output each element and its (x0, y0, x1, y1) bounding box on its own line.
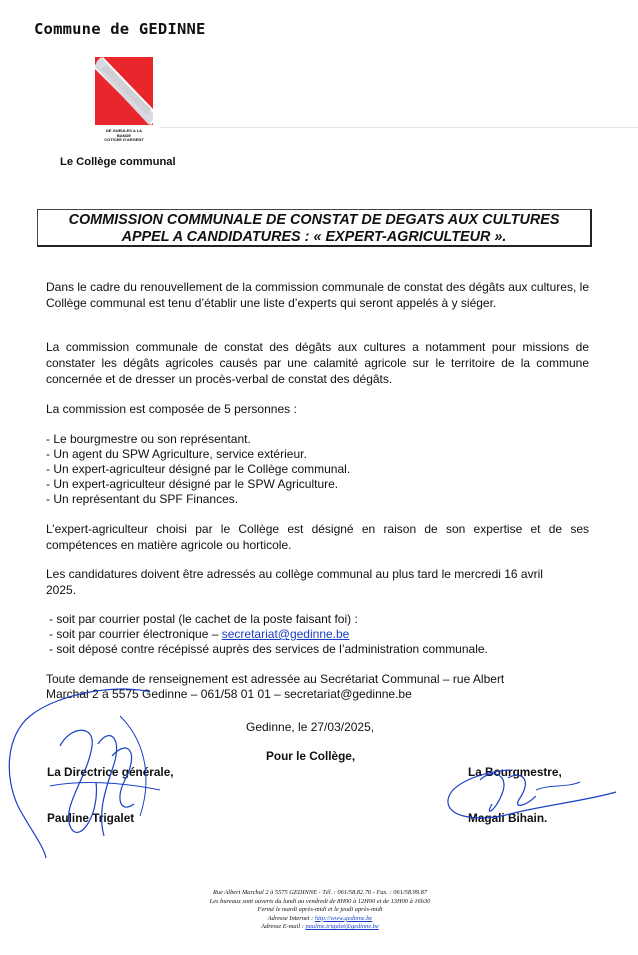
website-link[interactable]: http://www.gedinne.be (314, 914, 373, 922)
expertise-paragraph: L’expert-agriculteur choisi par le Collège est désigné en raison de son expertise et de ses compétences en matière agricole ou horticole. (46, 522, 589, 552)
method-email (49, 626, 349, 642)
header-divider (160, 127, 638, 128)
secretariat-email-link[interactable]: secretariat@gedinne.be (221, 627, 350, 641)
commune-name: Commune de GEDINNE (34, 20, 206, 38)
for-college-label: Pour le Collège, (266, 749, 356, 763)
info-line-1: Toute demande de renseignement est adressée au Secrétariat Communal – rue Albert (46, 672, 505, 686)
member-item: - Un expert-agriculteur désigné par le SPW Agriculture. (46, 477, 339, 491)
footer-email: Adresse E-mail : pauline.trigalet@gedinne.be (261, 923, 379, 931)
member-item: - Le bourgmestre ou son représentant. (46, 432, 251, 446)
mayor-name: Magali Bihain. (468, 811, 548, 825)
method-email-prefix: - soit par courrier électronique – (49, 627, 222, 641)
footer-web: Adresse Internet : http://www.gedinne.be (267, 914, 373, 922)
footer-address: Rue Albert Marchal 2 à 5575 GEDINNE - Tél. : 061/58.82.76 - Fax. : 061/58.99.87 (212, 889, 428, 896)
member-item: - Un agent du SPW Agriculture, service extérieur. (46, 447, 307, 461)
method-postal: - soit par courrier postal (le cachet de la poste faisant foi) : (49, 612, 358, 626)
footer-hours: Les bureaux sont ouverts du lundi au vendredi de 8H00 à 12H00 et de 13H00 à 16h30 (209, 897, 431, 905)
member-item: - Un représentant du SPF Finances. (46, 492, 239, 506)
mission-paragraph: La commission communale de constat des dégâts aux cultures a notamment pour missions de constater les dégâts agricoles causés par une calamité agricole sur le territoire de la commune concernée et de dresser un procès-verbal de constat des dégâts. (46, 340, 589, 386)
intro-paragraph: Dans le cadre du renouvellement de la commission communale de constat des dégâts aux cultures, le Collège communal est tenu d’établir une liste d’experts qui seront appelés à y siéger. (46, 280, 589, 310)
footer-closed: Fermé le mardi après-midi et le jeudi après-midi (257, 906, 383, 914)
title-line-2: APPEL A CANDIDATURES : « EXPERT-AGRICULTEUR ». (121, 229, 507, 245)
mayor-title: La Bourgmestre, (468, 765, 562, 779)
title-line-1: COMMISSION COMMUNALE DE CONSTAT DE DEGATS AUX CULTURES (68, 212, 560, 228)
footer-email-link[interactable]: pauline.trigalet@gedinne.be (305, 923, 379, 931)
document-title-box (37, 209, 592, 247)
director-name: Pauline Trigalet (47, 811, 135, 825)
info-line-2: Marchal 2 à 5575 Gedinne – 061/58 01 01 – secretariat@gedinne.be (46, 687, 412, 701)
director-title: La Directrice générale, (47, 765, 174, 779)
mayor-signature (440, 760, 625, 840)
director-signature (0, 686, 220, 866)
page-footer (150, 889, 490, 932)
place-date: Gedinne, le 27/03/2025, (246, 720, 375, 734)
arms-caption: DE GUEULES A LA BANDE COTICEE D'ARGENT (104, 128, 144, 142)
member-item: - Un expert-agriculteur désigné par le Collège communal. (46, 462, 351, 476)
coat-of-arms-logo (95, 57, 153, 125)
college-label: Le Collège communal (60, 156, 176, 168)
composition-intro: La commission est composée de 5 personnes : (46, 402, 297, 416)
method-deposit: - soit déposé contre récépissé auprès des services de l’administration communale. (49, 642, 488, 656)
deadline-paragraph: Les candidatures doivent être adressés au collège communal au plus tard le mercredi 16 avril 2025. (46, 567, 543, 597)
